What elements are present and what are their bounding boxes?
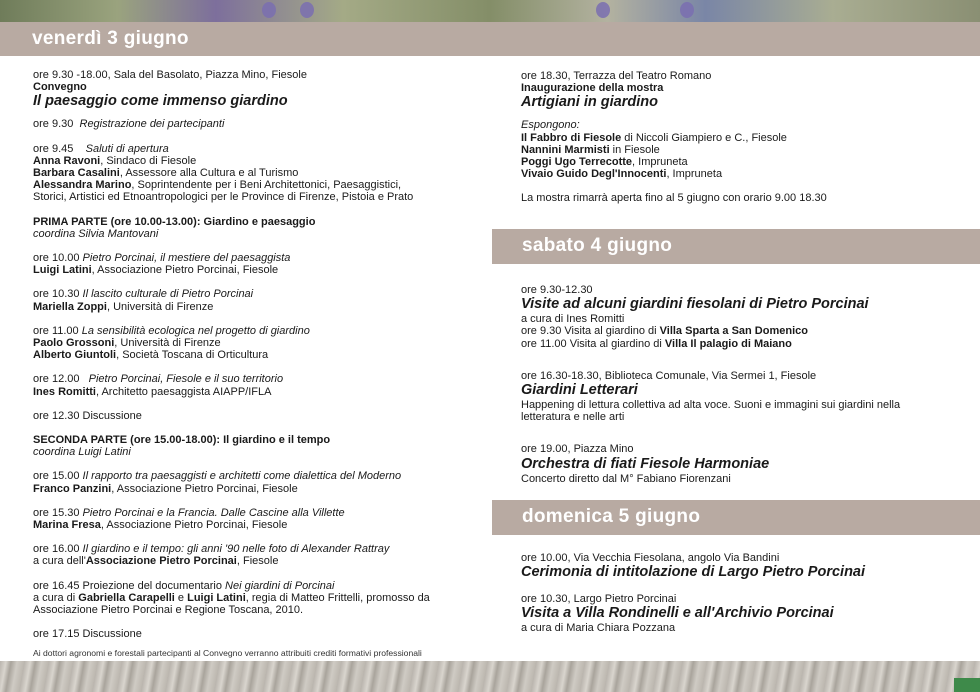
program-item: ore 10.30, Largo Pietro Porcinai Visita a Villa Rondinelli e all'Archivio Porcinai a cura di Maria Chiara Pozzana xyxy=(521,593,834,635)
program-item: ore 10.00 Pietro Porcinai, il mestiere del paesaggista Luigi Latini, Associazione Pietro Porcinai, Fiesole xyxy=(33,252,291,277)
program-item: ore 12.00 Pietro Porcinai, Fiesole e il suo territorio Ines Romitti, Architetto paesaggista AIAPP/IFLA xyxy=(33,373,284,398)
friday-program xyxy=(33,69,473,653)
saturday-program xyxy=(521,284,966,497)
program-item: ore 19.00, Piazza Mino Orchestra di fiati Fiesole Harmoniae Concerto diretto dal M° Fabiano Fiorenzani xyxy=(521,443,770,485)
footer-stone-strip xyxy=(0,661,980,692)
program-item: ore 9.30 Registrazione dei partecipanti xyxy=(33,118,225,131)
leaf-icon xyxy=(954,678,980,692)
header-photo-strip xyxy=(0,0,980,22)
footnote: Ai dottori agronomi e forestali partecipanti al Convegno verranno attribuiti crediti formativi professionali xyxy=(33,648,422,658)
day-header-sunday: domenica 5 giugno xyxy=(492,500,980,535)
day-header-saturday: sabato 4 giugno xyxy=(492,229,980,264)
session-header: PRIMA PARTE (ore 10.00-13.00): Giardino e paesaggio coordina Silvia Mantovani xyxy=(33,215,316,240)
exhibition-note: La mostra rimarrà aperta fino al 5 giugno con orario 9.00 18.30 xyxy=(521,192,827,205)
program-item: ore 10.30 Il lascito culturale di Pietro Porcinai Mariella Zoppi, Università di Firenze xyxy=(33,288,254,313)
program-item: ore 10.00, Via Vecchia Fiesolana, angolo Via Bandini Cerimonia di intitolazione di Largo Pietro Porcinai xyxy=(521,552,866,581)
sunday-program xyxy=(521,552,966,647)
program-item: ore 15.00 Il rapporto tra paesaggisti e architetti come dialettica del Moderno Franco Panzini, Associazione Pietro Porcinai, Fiesole xyxy=(33,470,402,495)
day-header-friday: venerdì 3 giugno xyxy=(0,22,980,56)
program-item: ore 18.30, Terrazza del Teatro Romano Inaugurazione della mostra Artigiani in giardino xyxy=(521,70,961,111)
program-item: ore 15.30 Pietro Porcinai e la Francia. Dalle Cascine alla Villette Marina Fresa, Associazione Pietro Porcinai, Fiesole xyxy=(33,506,345,532)
program-item: ore 16.00 Il giardino e il tempo: gli anni '90 nelle foto di Alexander Rattray a cura dell'Associazione Pietro Porcinai, Fiesole xyxy=(33,543,390,568)
program-item: ore 16.45 Proiezione del documentario Nei giardini di Porcinai a cura di Gabriella Carapelli e Luigi Latini, regia di Matteo Frittelli, promosso da Associazione Pietro Porcinai e Regione Toscana, 2010. xyxy=(33,579,430,617)
exhibition-block xyxy=(521,70,961,217)
program-item: ore 16.30-18.30, Biblioteca Comunale, Via Sermei 1, Fiesole Giardini Letterari Happening di lettura collettiva ad alta voce. Suoni e immagini sui giardini nella letteratura e nelle arti xyxy=(521,369,901,424)
exhibition-title: Artigiani in giardino xyxy=(521,94,658,111)
conference-title: Il paesaggio come immenso giardino xyxy=(33,93,288,110)
program-item: ore 9.30-12.30 Visite ad alcuni giardini fiesolani di Pietro Porcinai a cura di Ines Romitti ore 9.30 Visita al giardino di Villa Sparta a San Domenico ore 11.00 Visita al giardino di Villa Il palagio di Maiano xyxy=(521,284,869,350)
program-item: ore 9.45 Saluti di apertura Anna Ravoni, Sindaco di Fiesole Barbara Casalini, Assessore alla Cultura e al Turismo Alessandra Marino, Soprintendente per i Beni Architettonici, Paesaggistici, Storici, Artistici ed Etnoantropologici per le Province di Firenze, Pistoia e Prato xyxy=(33,142,414,204)
program-item: ore 9.30 -18.00, Sala del Basolato, Piazza Mino, Fiesole Convegno Il paesaggio come immenso giardino xyxy=(33,69,473,110)
program-item: ore 17.15 Discussione xyxy=(33,628,142,641)
session-header: SECONDA PARTE (ore 15.00-18.00): Il giardino e il tempo coordina Luigi Latini xyxy=(33,434,331,459)
program-item: ore 11.00 La sensibilità ecologica nel progetto di giardino Paolo Grossoni, Università di Firenze Alberto Giuntoli, Società Toscana di Orticultura xyxy=(33,324,310,362)
program-item: ore 12.30 Discussione xyxy=(33,409,142,422)
exhibitor-list: Espongono: Il Fabbro di Fiesole di Niccoli Giampiero e C., Fiesole Nannini Marmisti in Fiesole Poggi Ugo Terrecotte, Impruneta Vivaio Guido Degl'Innocenti, Impruneta xyxy=(521,119,787,181)
